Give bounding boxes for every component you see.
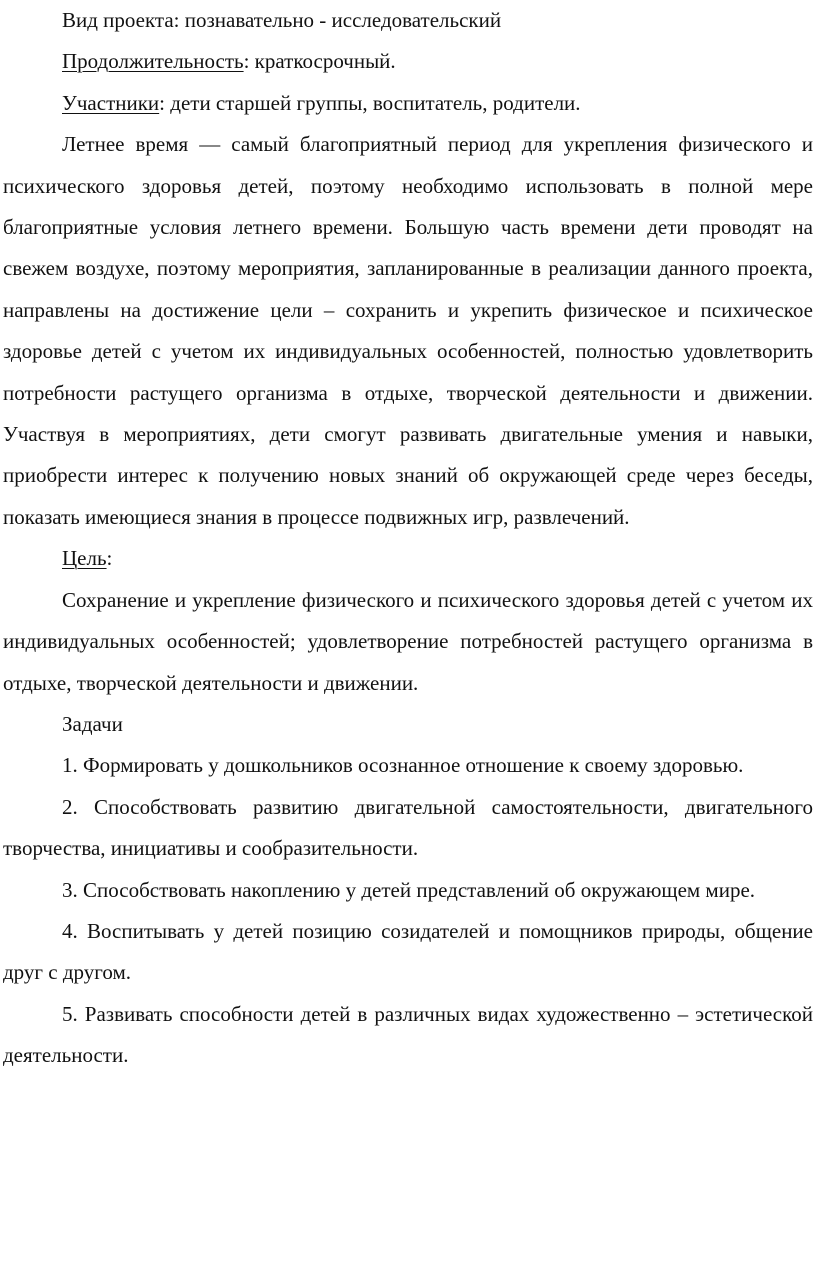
- task-item-4: [3, 911, 813, 994]
- project-type-line: [3, 0, 813, 41]
- goal-heading: [3, 538, 813, 579]
- task-item-text: 3. Способствовать накоплению у детей представлений об окружающем мире.: [62, 877, 756, 902]
- intro-paragraph: [3, 124, 813, 538]
- task-item-text: 4. Воспитывать у детей позицию созидателей и помощников природы, общение друг с другом.: [3, 918, 813, 985]
- project-type-text: Вид проекта: познавательно - исследовательский: [62, 8, 502, 32]
- tasks-heading-text: Задачи: [62, 711, 123, 736]
- duration-line: [3, 41, 813, 82]
- tasks-heading: [3, 704, 813, 745]
- task-item-text: 5. Развивать способности детей в различных видах художественно – эстетической деятельности.: [3, 1001, 813, 1068]
- task-item-5: [3, 994, 813, 1077]
- task-item-2: [3, 787, 813, 870]
- goal-text: Сохранение и укрепление физического и психического здоровья детей с учетом их индивидуальных особенностей; удовлетворение потребностей растущего организма в отдыхе, творческой деятельности и движении.: [3, 587, 813, 695]
- goal-paragraph: [3, 580, 813, 704]
- participants-value: : дети старшей группы, воспитатель, родители.: [159, 90, 581, 115]
- participants-label: Участники: [62, 90, 160, 115]
- participants-line: [3, 83, 813, 124]
- intro-text: Летнее время — самый благоприятный период для укрепления физического и психического здоровья детей, поэтому необходимо использовать в полной мере благоприятные условия летнего времени. Большую часть времени дети проводят на свежем воздухе, поэтому мероприятия, запланированные в реализации данного проекта, направлены на достижение цели – сохранить и укрепить физическое и психическое здоровье детей с учетом их индивидуальных особенностей, полностью удовлетворить потребности растущего организма в отдыхе, творческой деятельности и движении. Участвуя в мероприятиях, дети смогут развивать двигательные умения и навыки, приобрести интерес к получению новых знаний об окружающей среде через беседы, показать имеющиеся знания в процессе подвижных игр, развлечений.: [3, 132, 813, 529]
- duration-label: Продолжительность: [62, 49, 244, 74]
- document-page: [3, 0, 813, 1077]
- task-item-3: [3, 870, 813, 911]
- goal-label: Цель: [62, 546, 107, 571]
- task-item-text: 2. Способствовать развитию двигательной самостоятельности, двигательного творчества, инициативы и сообразительности.: [3, 794, 813, 861]
- task-item-1: [3, 745, 813, 786]
- goal-suffix: :: [106, 546, 113, 571]
- duration-value: : краткосрочный.: [243, 49, 396, 74]
- task-item-text: 1. Формировать у дошкольников осознанное отношение к своему здоровью.: [62, 753, 744, 778]
